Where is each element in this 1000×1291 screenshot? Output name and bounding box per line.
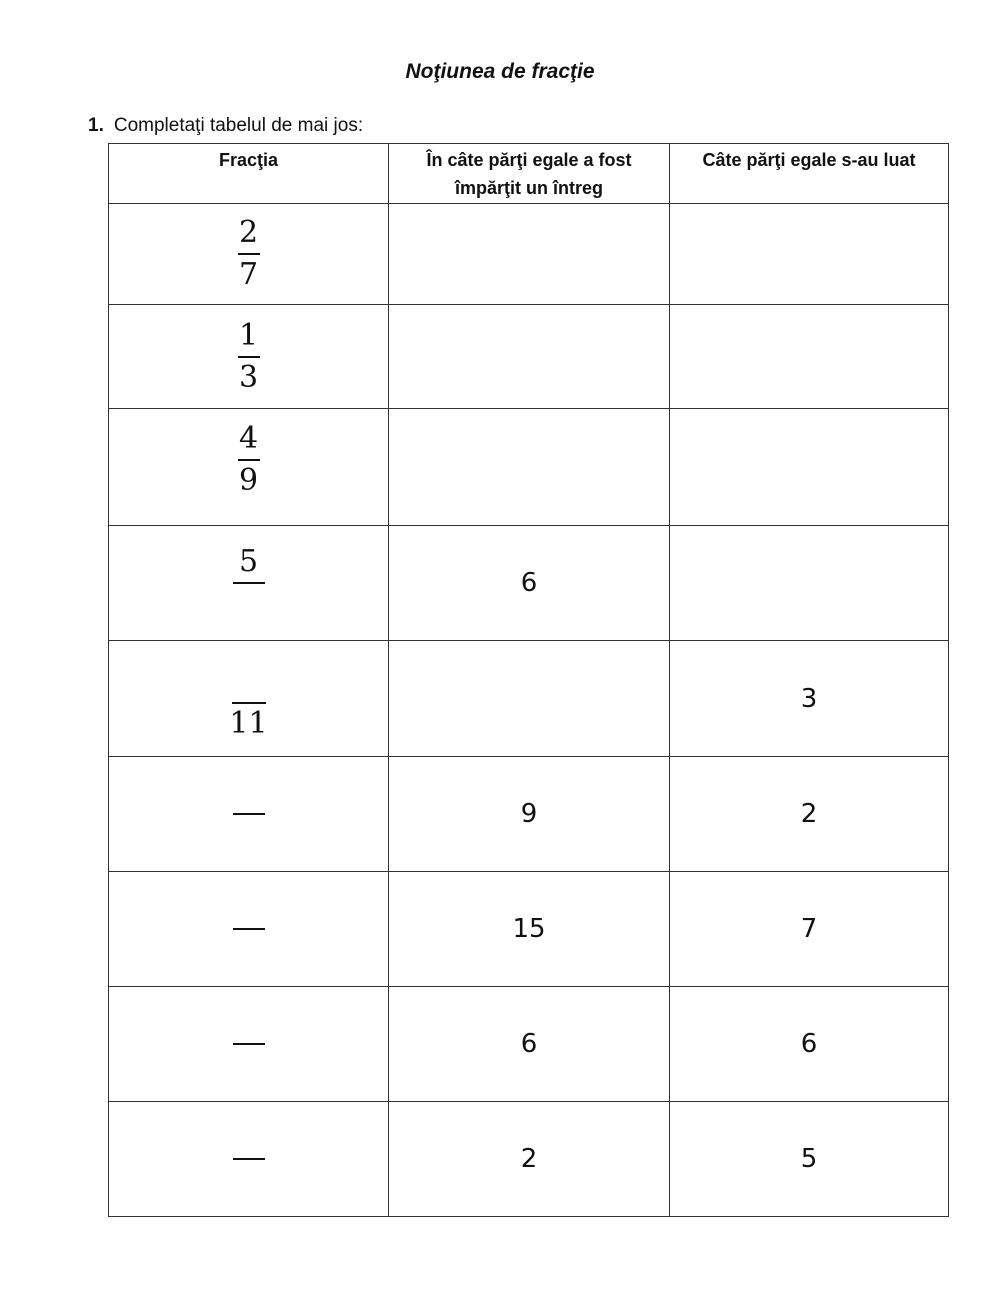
parts-cell [389,987,670,1102]
parts-cell [389,1102,670,1217]
table-row [109,987,949,1102]
fraction-numerator: 1 [238,317,259,353]
parts-cell[interactable] [389,409,670,526]
fraction-numerator[interactable] [239,775,259,811]
fraction-denominator: 11 [229,705,268,741]
taken-value: 2 [800,799,818,829]
fraction-cell [109,305,389,409]
table-row [109,757,949,872]
parts-value: 9 [520,799,538,829]
fraction-cell [109,757,389,872]
fraction-cell [109,641,389,757]
fraction-cell [109,409,389,526]
fraction [238,318,260,396]
parts-value: 6 [520,568,538,598]
fraction-bar [233,813,265,815]
fraction-numerator[interactable] [239,1120,259,1156]
fraction-denominator[interactable] [239,1162,259,1198]
parts-value: 6 [520,1029,538,1059]
fraction [233,544,265,622]
parts-cell [389,757,670,872]
fraction-numerator: 2 [238,215,259,250]
fractions-table [108,143,949,1217]
parts-cell[interactable] [389,641,670,757]
taken-cell [670,987,949,1102]
fraction-bar [238,459,260,461]
taken-cell[interactable] [670,204,949,305]
taken-value: 6 [800,1029,818,1059]
fraction-denominator: 9 [238,463,259,498]
table-row [109,1102,949,1217]
parts-cell[interactable] [389,305,670,409]
instruction-text: Completaţi tabelul de mai jos: [113,115,364,136]
table-row [109,204,949,305]
header-equal-parts [389,144,670,204]
parts-cell [389,526,670,641]
table-row [109,526,949,641]
exercise-number: 1. [88,115,104,136]
fraction-bar [238,356,260,358]
table-header-row [109,144,949,204]
taken-cell [670,872,949,987]
header-parts-taken: Câte părţi egale s-au luat [670,144,949,204]
fraction-numerator: 4 [238,421,259,456]
parts-cell [389,872,670,987]
fraction-denominator[interactable] [239,932,259,968]
fraction-bar [233,582,265,584]
worksheet-title: Noţiunea de fracţie [405,60,595,83]
table-row [109,409,949,526]
fraction-cell [109,987,389,1102]
fraction-cell [109,872,389,987]
taken-value: 5 [800,1144,818,1174]
table-row [109,305,949,409]
fraction-bar [232,702,266,704]
taken-cell[interactable] [670,409,949,526]
fraction-bar [238,253,260,255]
taken-value: 7 [800,914,818,944]
fraction-bar [233,1158,265,1160]
fraction-denominator[interactable] [239,817,259,853]
fraction-denominator: 7 [238,257,259,292]
taken-cell [670,757,949,872]
fraction [233,1120,265,1198]
parts-cell[interactable] [389,204,670,305]
fraction [233,775,265,853]
fraction-bar [233,1043,265,1045]
fraction-bar [233,928,265,930]
fraction [233,890,265,968]
fraction-denominator[interactable] [239,586,259,622]
table-row [109,641,949,757]
taken-value: 3 [800,683,818,714]
fraction-cell [109,1102,389,1217]
header-equal-parts-label: În câte părţi egale a fost împărţit un întreg [426,150,632,198]
header-fraction: Fracţia [109,144,389,204]
parts-value: 2 [520,1144,538,1174]
taken-cell [670,641,949,757]
taken-cell[interactable] [670,526,949,641]
parts-value: 15 [512,914,546,944]
fraction [238,215,260,293]
fraction-numerator[interactable] [239,890,259,926]
fraction-numerator[interactable] [239,664,259,700]
fraction [238,421,260,499]
fraction-denominator[interactable] [239,1047,259,1083]
exercise-instruction [88,115,363,137]
fraction-cell [109,204,389,305]
fraction-numerator: 5 [238,544,259,579]
fraction-numerator[interactable] [239,1005,259,1041]
fraction-denominator: 3 [238,359,259,395]
fraction [229,664,267,742]
fraction-cell [109,526,389,641]
fraction [233,1005,265,1083]
taken-cell[interactable] [670,305,949,409]
taken-cell [670,1102,949,1217]
table-row [109,872,949,987]
